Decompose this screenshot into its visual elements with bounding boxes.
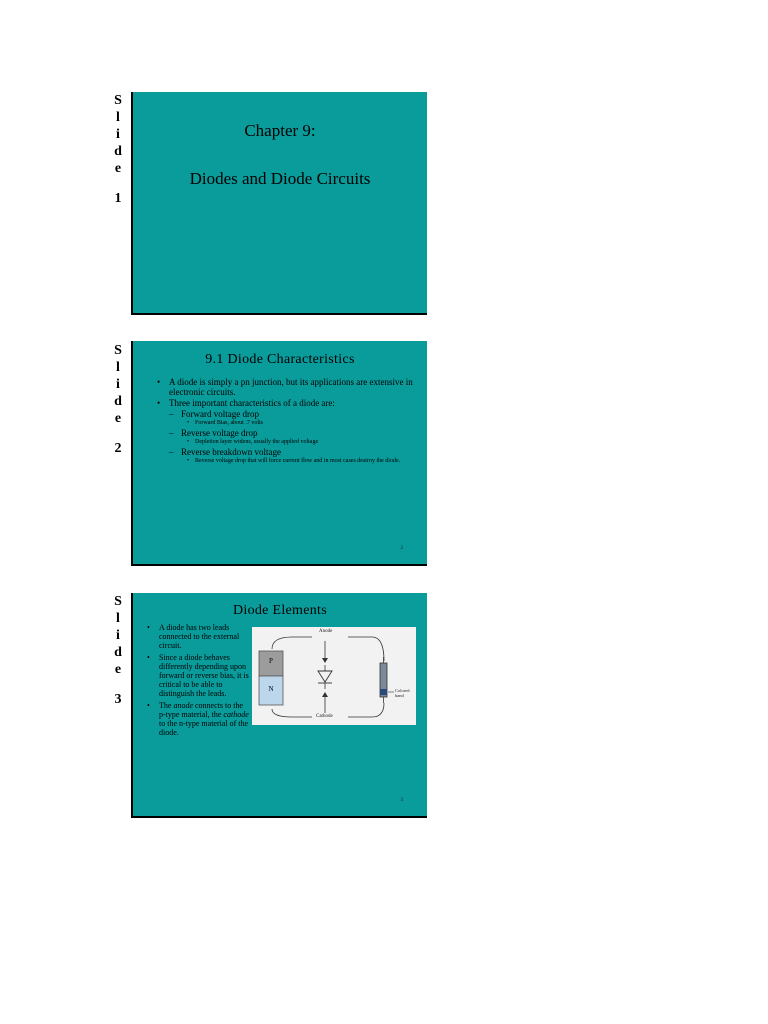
cathode-label: Cathode [316, 714, 333, 719]
list-item: • Three important characteristics of a diode are: [157, 398, 415, 408]
slide-label-letter: l [116, 360, 120, 375]
slide-2-title: 9.1 Diode Characteristics [205, 352, 355, 367]
slide-3 [131, 593, 427, 818]
slide-label-letter: i [116, 628, 120, 643]
slide-label-letter: e [114, 161, 122, 176]
slide-label-3 [108, 593, 128, 708]
slide-2-bullet-list [157, 377, 415, 466]
slide-label-letter: i [116, 377, 120, 392]
text-fragment: connects to the p-type material, the [159, 701, 243, 719]
slide-label-letter: d [114, 645, 122, 660]
anode-wire-right [348, 637, 384, 661]
diode-diagram [252, 627, 416, 725]
slide-label-1 [108, 92, 128, 207]
slide-label-letter: e [114, 662, 122, 677]
list-item: – Reverse voltage drop [163, 428, 415, 438]
slide-label-letter: l [116, 611, 120, 626]
list-item: – Reverse breakdown voltage [163, 447, 415, 457]
slide-label-letter: d [114, 144, 122, 159]
cathode-wire-left [272, 709, 312, 717]
list-item: • Since a diode behaves differently depending upon forward or reverse bias, it is critical to be able to distinguish the leads. [147, 653, 251, 698]
p-label: P [269, 657, 273, 665]
anode-wire-left [272, 637, 312, 649]
slide-label-number: 3 [114, 692, 122, 707]
list-item: • Forward Bias, about .7 volts [185, 420, 415, 427]
cathode-arrow-head [322, 692, 328, 697]
list-item: • Reverse voltage drop that will force current flow and in most cases destroy the diode. [185, 458, 415, 465]
slide-label-letter: e [114, 411, 122, 426]
cathode-term: cathode [223, 710, 249, 719]
list-item: • A diode has two leads connected to the external circuit. [147, 623, 251, 650]
text-fragment: to the n-type material of the diode. [159, 719, 249, 737]
page-number: 2 [400, 546, 403, 551]
slide-label-2 [108, 342, 128, 457]
n-label: N [268, 685, 274, 693]
anode-label: Anode [319, 629, 333, 634]
list-item [147, 701, 251, 737]
slide-1-title-line2: Diodes and Diode Circuits [189, 169, 371, 188]
list-item: • A diode is simply a pn junction, but its applications are extensive in electronic circuits. [157, 377, 415, 397]
slide-1-title-line1: Chapter 9: [244, 121, 316, 140]
slide-label-letter: S [114, 343, 122, 358]
slide-label-letter: S [114, 594, 122, 609]
diode-diagram-svg [252, 627, 416, 725]
slide-label-letter: l [116, 110, 120, 125]
slide-label-letter: i [116, 127, 120, 142]
list-item: • Depletion layer widens, usually the applied voltage [185, 439, 415, 446]
colored-band-label-line1: Colored [395, 688, 410, 693]
slide-label-number: 2 [114, 441, 122, 456]
slide-1 [131, 92, 427, 315]
anode-arrow-head [322, 658, 328, 663]
slide-2 [131, 341, 427, 566]
page-number: 3 [400, 798, 403, 803]
slide-label-letter: d [114, 394, 122, 409]
slide-label-number: 1 [114, 191, 122, 206]
colored-band-label-line2: band [395, 693, 404, 698]
anode-term: anode [173, 701, 193, 710]
text-fragment: The [159, 701, 174, 710]
cathode-wire-right [348, 703, 384, 717]
list-item: – Forward voltage drop [163, 409, 415, 419]
slide-3-title: Diode Elements [232, 603, 327, 618]
slide-3-bullet-list [147, 623, 251, 740]
colored-band-label [395, 688, 410, 698]
slide-label-letter: S [114, 93, 122, 108]
diode-triangle-icon [318, 671, 332, 682]
colored-band [380, 689, 387, 695]
